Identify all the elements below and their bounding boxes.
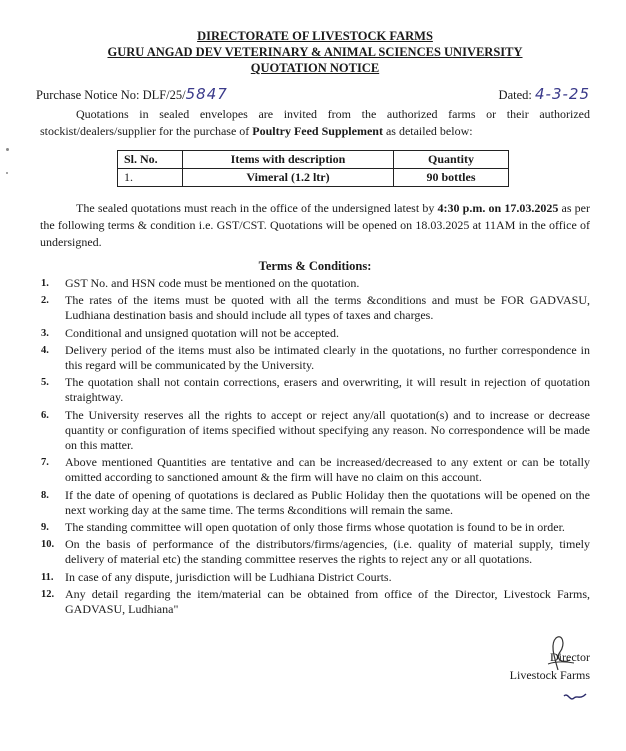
term-number: 2. xyxy=(41,295,49,307)
intro-item: Poultry Feed Supplement xyxy=(252,124,383,138)
intro-paragraph xyxy=(40,106,590,140)
list-item xyxy=(40,326,590,341)
signature-office: Livestock Farms xyxy=(509,668,590,682)
cell-sl-no: 1. xyxy=(118,169,183,187)
scan-speck xyxy=(6,172,8,174)
header-title: QUOTATION NOTICE xyxy=(250,61,380,75)
deadline-time: 4:30 p.m. on 17.03.2025 xyxy=(437,201,559,215)
term-number: 9. xyxy=(41,522,49,534)
term-number: 7. xyxy=(41,457,49,469)
table-header-row xyxy=(118,151,509,169)
scan-speck xyxy=(6,148,9,151)
notice-date xyxy=(499,85,590,103)
deadline-text-end: as per the following terms & condition i.e. GST/CST. Quotations will be opened on 18.03.2025 at 11AM in the office of undersigned. xyxy=(40,201,590,249)
signature-title: Director xyxy=(550,650,590,664)
header-directorate: DIRECTORATE OF LIVESTOCK FARMS xyxy=(197,29,433,43)
handwritten-date: 4-3-25 xyxy=(535,85,590,103)
cell-item: Vimeral (1.2 ltr) xyxy=(183,169,394,187)
list-item xyxy=(40,537,590,567)
list-item xyxy=(40,488,590,518)
term-text: Conditional and unsigned quotation will not be accepted. xyxy=(65,325,339,340)
term-text: The quotation shall not contain corrections, erasers and overwriting, it will result in rejection of quotation straightway. xyxy=(65,375,590,405)
term-text: On the basis of performance of the distributors/firms/agencies, (i.e. quality of material supply, timely delivery of material etc) the standing committee reserves the rights to reject any or all quotations. xyxy=(65,537,590,567)
term-text: Above mentioned Quantities are tentative and can be increased/decreased to any extent or can be totally omitted according to sanctioned amount & the firm will have no claim on this account. xyxy=(65,455,590,485)
list-item xyxy=(40,520,590,535)
handwritten-notice-number: 5847 xyxy=(185,85,228,103)
term-text: In case of any dispute, jurisdiction will be Ludhiana District Courts. xyxy=(65,569,392,584)
term-number: 5. xyxy=(41,377,49,389)
list-item xyxy=(40,587,590,617)
term-text: Delivery period of the items must also be intimated clearly in the quotations, no further correspondence in this regard will be communicated by the University. xyxy=(65,342,590,373)
cell-quantity: 90 bottles xyxy=(394,169,509,187)
list-item xyxy=(40,343,590,373)
col-header-quantity: Quantity xyxy=(394,151,509,169)
list-item xyxy=(40,570,590,585)
list-item xyxy=(40,276,590,291)
notice-number xyxy=(36,85,228,103)
initial-mark-icon xyxy=(562,690,588,704)
list-item xyxy=(40,408,590,454)
col-header-sl-no: Sl. No. xyxy=(118,151,183,169)
signature-block xyxy=(510,648,590,684)
term-text: Any detail regarding the item/material can be obtained from office of the Director, Livestock Farms, GADVASU, Ludhiana" xyxy=(65,586,590,617)
term-number: 4. xyxy=(41,344,49,356)
terms-list xyxy=(40,276,590,617)
items-table-wrapper xyxy=(117,150,509,187)
intro-text-end: as detailed below: xyxy=(382,124,473,138)
header-university: GURU ANGAD DEV VETERINARY & ANIMAL SCIENCES UNIVERSITY xyxy=(107,45,523,59)
col-header-items: Items with description xyxy=(183,151,394,169)
term-number: 3. xyxy=(41,327,49,339)
notice-reference-row xyxy=(36,81,590,103)
list-item xyxy=(40,375,590,405)
deadline-paragraph xyxy=(40,200,590,251)
term-number: 10. xyxy=(41,539,55,551)
notice-number-label: Purchase Notice No: DLF/25/ xyxy=(36,88,186,102)
term-number: 12. xyxy=(41,588,55,600)
notice-date-label: Dated: xyxy=(498,88,532,102)
signature-scribble-icon xyxy=(540,634,580,676)
term-text: The University reserves all the rights to accept or reject any/all quotation(s) and to increase or decrease quantity or configuration of items specified without specifying any reason. No correspondence will be made on this matter. xyxy=(65,407,590,453)
intro-text: Quotations in sealed envelopes are invited from the authorized farms or their authorized stockist/dealers/supplier for the purchase of xyxy=(40,107,590,138)
term-number: 1. xyxy=(41,278,49,289)
term-number: 11. xyxy=(41,571,54,583)
terms-title: Terms & Conditions: xyxy=(258,259,372,273)
items-table xyxy=(117,150,509,187)
term-text: If the date of opening of quotations is declared as Public Holiday then the quotations will be opened on the next working day at the same time. The terms &conditions will remain the same. xyxy=(65,487,590,517)
deadline-text: The sealed quotations must reach in the office of the undersigned latest by xyxy=(76,201,438,215)
list-item xyxy=(40,293,590,323)
list-item xyxy=(40,455,590,485)
term-text: GST No. and HSN code must be mentioned on the quotation. xyxy=(65,276,360,290)
term-number: 8. xyxy=(41,489,49,501)
term-number: 6. xyxy=(41,409,49,421)
table-row xyxy=(118,169,509,187)
term-text: The rates of the items must be quoted with all the terms &conditions and must be FOR GADVASU, Ludhiana destination basis and should include all types of taxes and charges. xyxy=(65,293,590,323)
term-text: The standing committee will open quotation of only those firms whose quotation is found to be in order. xyxy=(65,520,565,535)
